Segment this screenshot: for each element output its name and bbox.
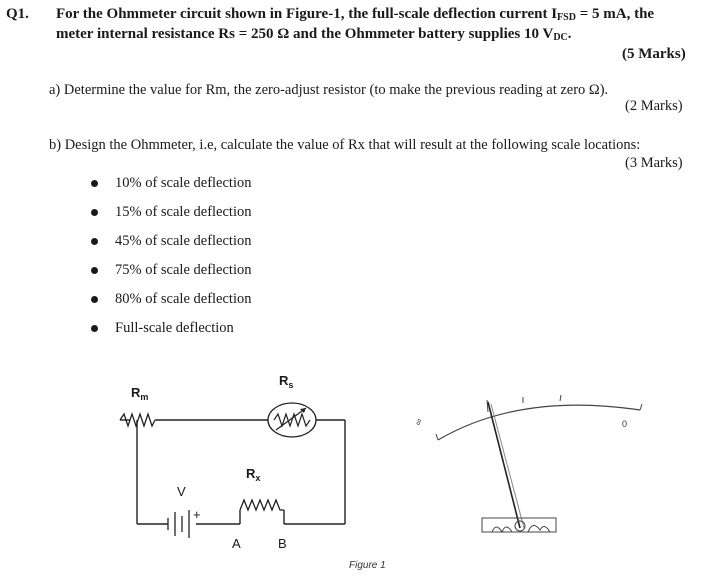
part-b-text: b) Design the Ohmmeter, i.e, calculate the value of Rx that will result at the following scale locations: xyxy=(49,137,641,153)
part-a-text: a) Determine the value for Rm, the zero-adjust resistor (to make the previous reading at zero Ω). xyxy=(49,82,609,98)
rs-resistor xyxy=(274,414,310,426)
part-b-marks: (3 Marks) xyxy=(625,155,683,171)
scale-infinity-label: ∞ xyxy=(412,417,425,427)
list-item: 10% of scale deflection xyxy=(88,171,251,200)
meter-scale-ticks xyxy=(436,395,642,440)
circuit-wires xyxy=(120,420,345,524)
meter-scale-arc xyxy=(438,405,640,440)
battery-voltage-label: V xyxy=(177,484,186,499)
meter-needle xyxy=(488,402,520,528)
list-item: 15% of scale deflection xyxy=(88,200,251,229)
question-line-1: For the Ohmmeter circuit shown in Figure-1, the full-scale deflection current IFSD = 5 mA, the xyxy=(56,6,655,23)
rx-label: $R_x$ xyxy=(246,466,261,483)
scale-zero-label: 0 xyxy=(622,419,628,429)
rs-label: $R_s$ xyxy=(279,373,294,390)
meter-needle-shadow xyxy=(491,404,524,528)
rx-resistor xyxy=(240,500,284,510)
part-a-marks: (2 Marks) xyxy=(625,98,683,114)
question-marks: (5 Marks) xyxy=(622,46,686,62)
list-item: 75% of scale deflection xyxy=(88,258,251,287)
terminal-b-label: B xyxy=(278,536,287,551)
rs-arrow xyxy=(276,408,306,430)
figure-caption: Figure 1 xyxy=(349,560,386,571)
list-item: Full-scale deflection xyxy=(88,316,251,345)
battery-plus-label: + xyxy=(193,507,201,522)
list-item: 80% of scale deflection xyxy=(88,287,251,316)
rm-label: $R_m$ xyxy=(131,385,149,402)
question-number: Q1. xyxy=(6,6,29,22)
battery xyxy=(168,510,196,538)
list-item: 45% of scale deflection xyxy=(88,229,251,258)
terminal-a-label: A xyxy=(232,536,241,551)
question-line-2: meter internal resistance Rs = 250 Ω and the Ohmmeter battery supplies 10 VDC. xyxy=(56,26,572,43)
